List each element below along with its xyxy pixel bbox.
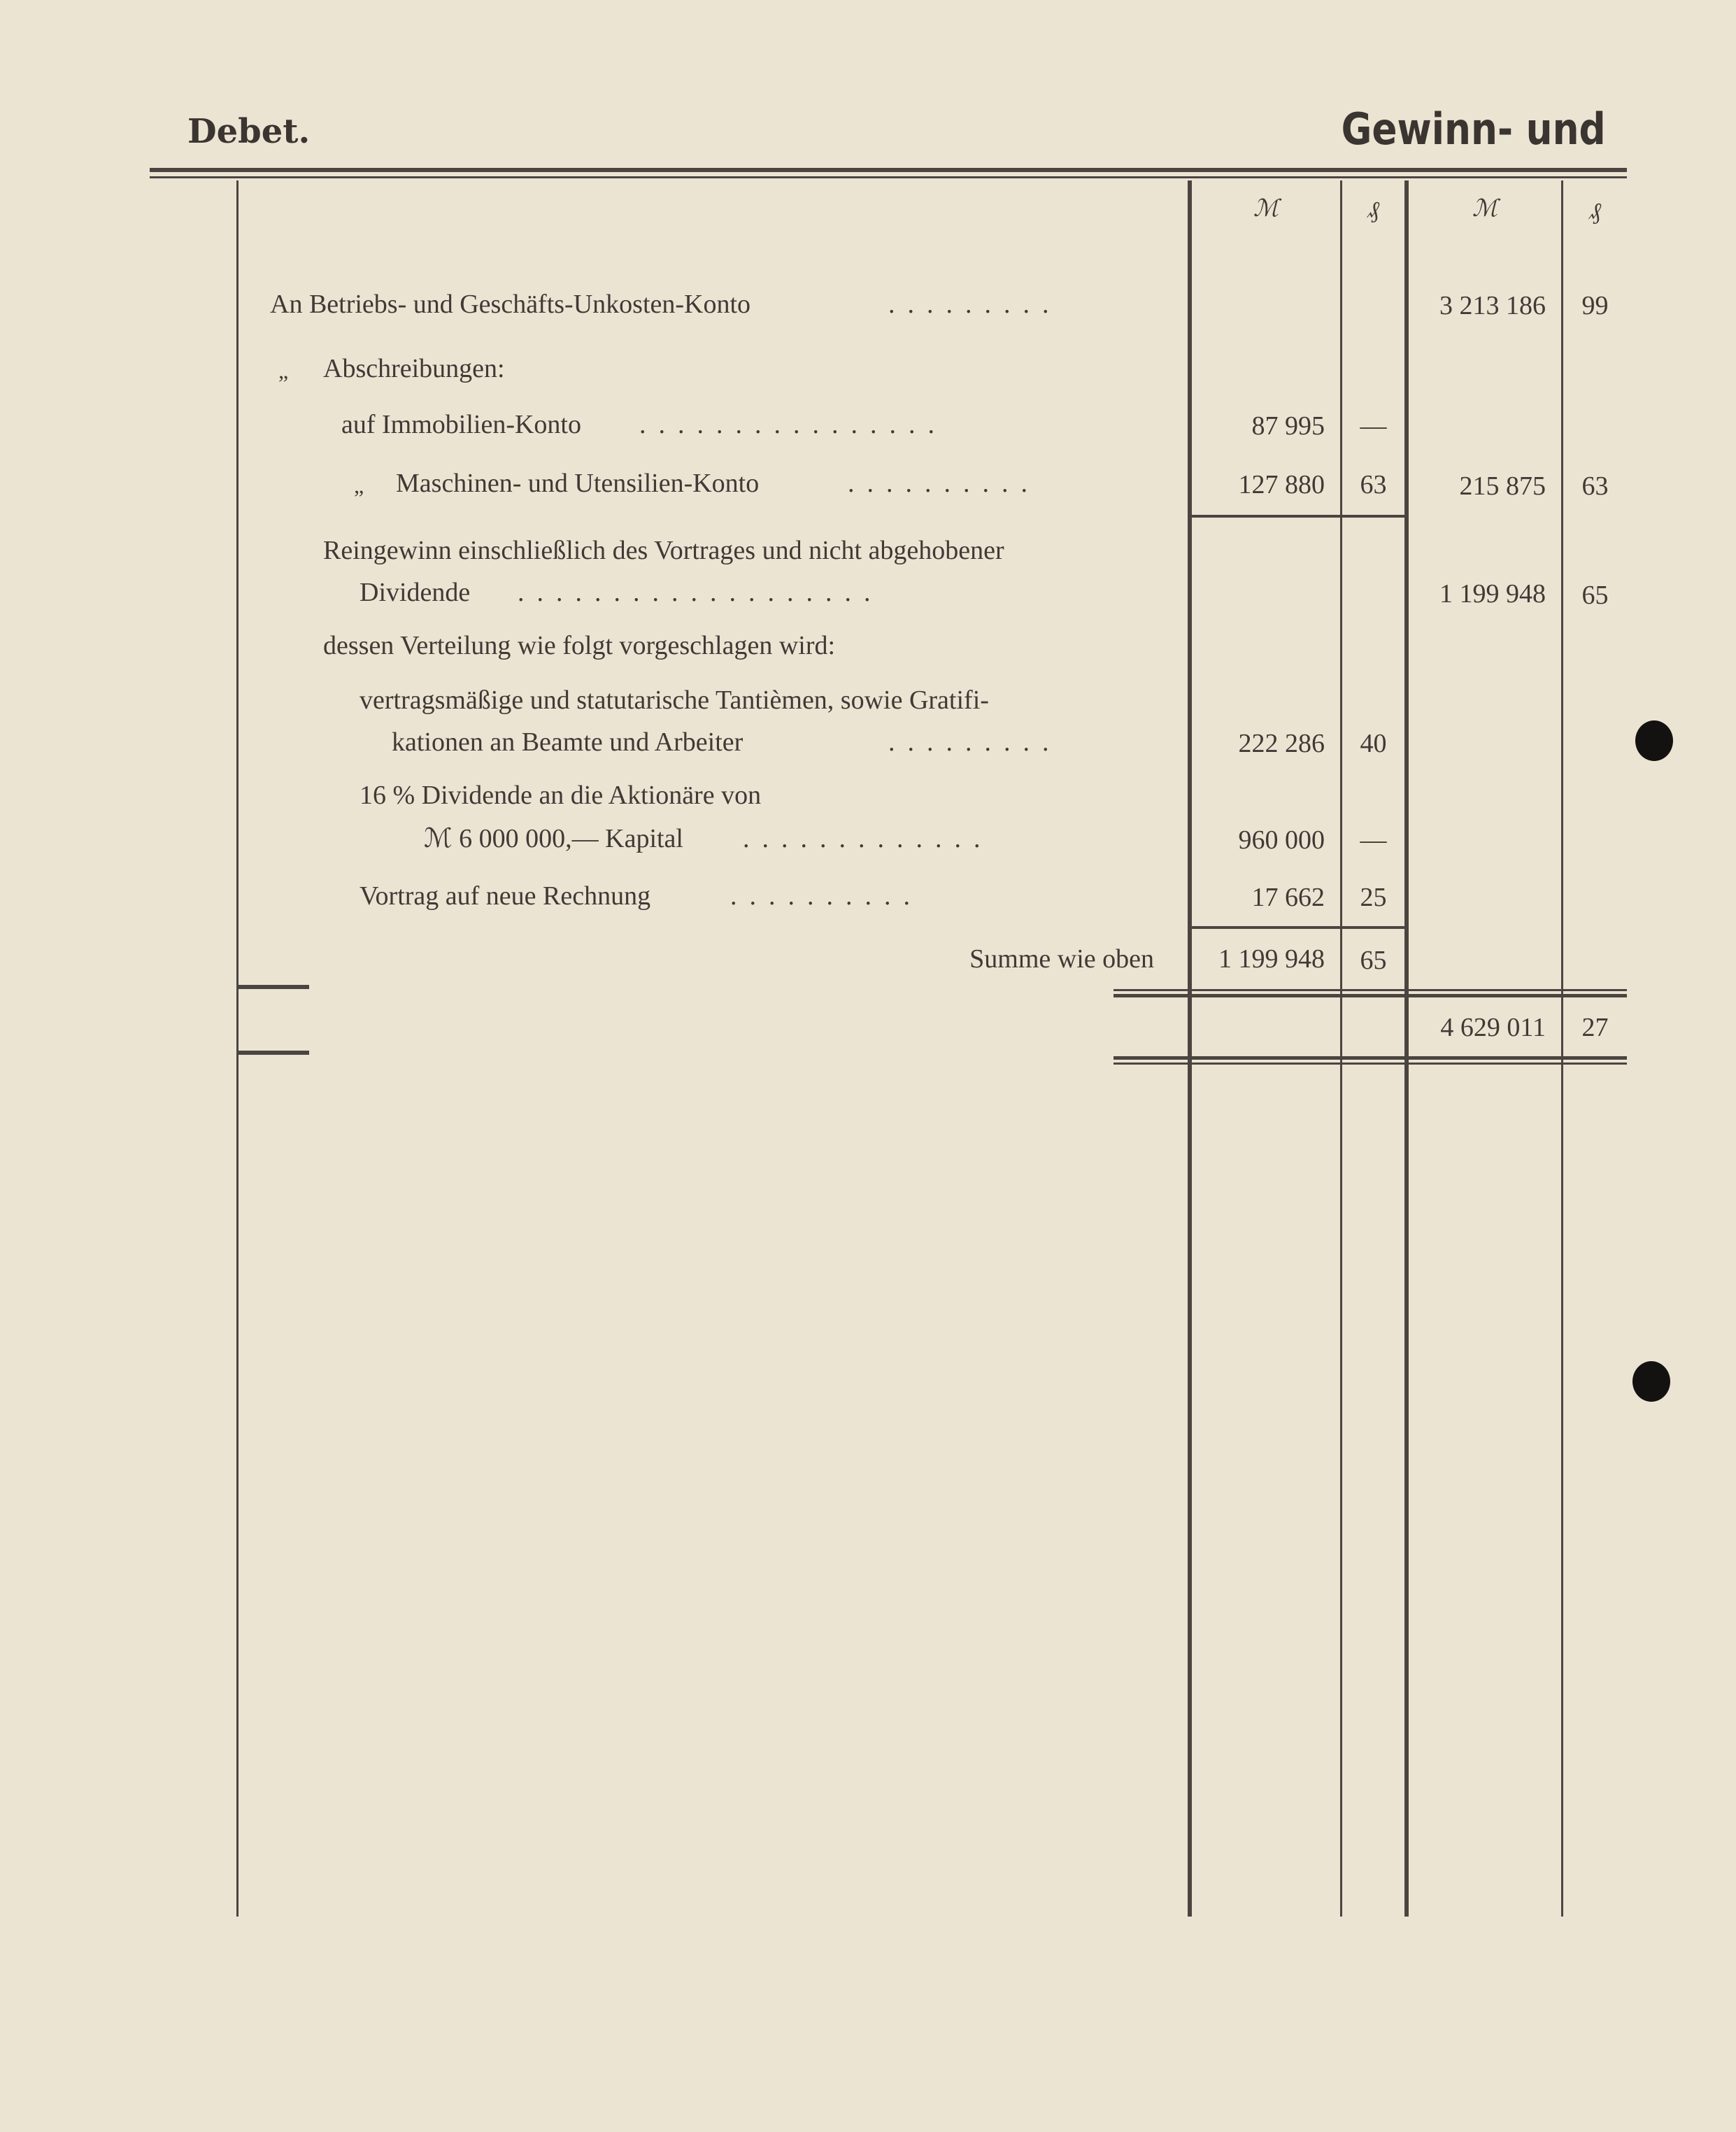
row-betriebs-label: An Betriebs- und Geschäfts-Unkosten-Konto bbox=[270, 290, 751, 319]
dot-leader: ......... bbox=[888, 727, 1062, 757]
col-mark1-left-rule bbox=[1188, 180, 1192, 1917]
row-vortrag-pf1: 25 bbox=[1360, 883, 1387, 912]
row-tantiemen-label-line1: vertragsmäßige und statutarische Tantièmen, sowie Gratifi- bbox=[360, 685, 989, 715]
col-mark2-left-rule bbox=[1404, 180, 1409, 1917]
col-pf2-left-rule bbox=[1561, 180, 1563, 1917]
header-gewinn-und: Gewinn- und bbox=[1341, 104, 1606, 155]
row-abschreibungen-prefix: „ bbox=[278, 358, 289, 383]
row-reingewinn-label-line2: Dividende bbox=[360, 578, 471, 607]
row-maschinen-mark2: 215 875 bbox=[1459, 471, 1546, 501]
row-total-pf2: 27 bbox=[1581, 1013, 1609, 1042]
row-verteilung-label: dessen Verteilung wie folgt vorgeschlagen wird: bbox=[323, 631, 836, 660]
row-betriebs-mark2: 3 213 186 bbox=[1439, 291, 1546, 320]
dot-leader: ................... bbox=[518, 578, 883, 607]
total-rule-top-thick bbox=[1114, 994, 1627, 997]
row-tantiemen-mark1: 222 286 bbox=[1238, 729, 1325, 758]
row-immobilien-mark1: 87 995 bbox=[1251, 411, 1325, 441]
total-rule-bottom-thin bbox=[1114, 1063, 1627, 1065]
dot-leader: .......... bbox=[848, 469, 1040, 498]
subtotal-rule-abschreibung bbox=[1190, 515, 1407, 518]
total-rule-top-thin bbox=[1114, 989, 1627, 991]
row-dividende-mark1: 960 000 bbox=[1238, 825, 1325, 855]
row-tantiemen-label-line2: kationen an Beamte und Arbeiter bbox=[392, 727, 744, 757]
header-debet: Debet. bbox=[187, 112, 311, 151]
col-header-mark1: ℳ bbox=[1253, 196, 1279, 222]
row-maschinen-prefix: „ bbox=[354, 473, 364, 498]
row-summe-pf1: 65 bbox=[1360, 946, 1387, 975]
row-reingewinn-mark2: 1 199 948 bbox=[1439, 579, 1546, 609]
dot-leader: ......... bbox=[888, 290, 1062, 319]
row-tantiemen-pf1: 40 bbox=[1360, 729, 1387, 758]
row-maschinen-pf1: 63 bbox=[1360, 470, 1387, 499]
row-dividende-label-line1: 16 % Dividende an die Aktionäre von bbox=[360, 781, 762, 810]
top-rule-thin bbox=[150, 176, 1627, 178]
subtotal-rule-verteilung bbox=[1190, 926, 1407, 929]
punch-hole-bottom bbox=[1632, 1361, 1670, 1402]
row-immobilien-label: auf Immobilien-Konto bbox=[341, 410, 581, 439]
margin-dash-2 bbox=[236, 1051, 309, 1055]
row-vortrag-mark1: 17 662 bbox=[1251, 883, 1325, 912]
total-rule-bottom-thick bbox=[1114, 1056, 1627, 1060]
row-vortrag-label: Vortrag auf neue Rechnung bbox=[360, 881, 651, 911]
row-summe-label: Summe wie oben bbox=[969, 944, 1154, 974]
col-header-mark2: ℳ bbox=[1472, 196, 1498, 222]
row-betriebs-pf2: 99 bbox=[1581, 291, 1609, 320]
col-header-pf1: ₰ bbox=[1367, 197, 1379, 223]
punch-hole-top bbox=[1635, 720, 1673, 761]
row-dividende-label-line2: ℳ 6 000 000,— Kapital bbox=[424, 824, 683, 853]
row-reingewinn-pf2: 65 bbox=[1581, 581, 1609, 610]
row-maschinen-label: Maschinen- und Utensilien-Konto bbox=[396, 469, 760, 498]
left-margin-rule bbox=[236, 180, 239, 1917]
row-total-mark2: 4 629 011 bbox=[1440, 1013, 1546, 1042]
dot-leader: ............. bbox=[743, 824, 993, 853]
col-header-pf2: ₰ bbox=[1589, 199, 1601, 225]
row-maschinen-pf2: 63 bbox=[1581, 471, 1609, 501]
margin-dash-1 bbox=[236, 985, 309, 989]
row-immobilien-pf1: — bbox=[1360, 411, 1387, 441]
row-dividende-pf1: — bbox=[1360, 825, 1387, 855]
col-pf1-left-rule bbox=[1340, 180, 1342, 1917]
row-summe-mark1: 1 199 948 bbox=[1218, 944, 1325, 974]
row-maschinen-mark1: 127 880 bbox=[1238, 470, 1325, 499]
dot-leader: .......... bbox=[730, 881, 923, 911]
row-reingewinn-label-line1: Reingewinn einschließlich des Vortrages und nicht abgehobener bbox=[323, 536, 1004, 565]
row-abschreibungen-label: Abschreibungen: bbox=[323, 354, 505, 383]
top-rule-thick bbox=[150, 168, 1627, 172]
dot-leader: ................ bbox=[639, 410, 947, 439]
